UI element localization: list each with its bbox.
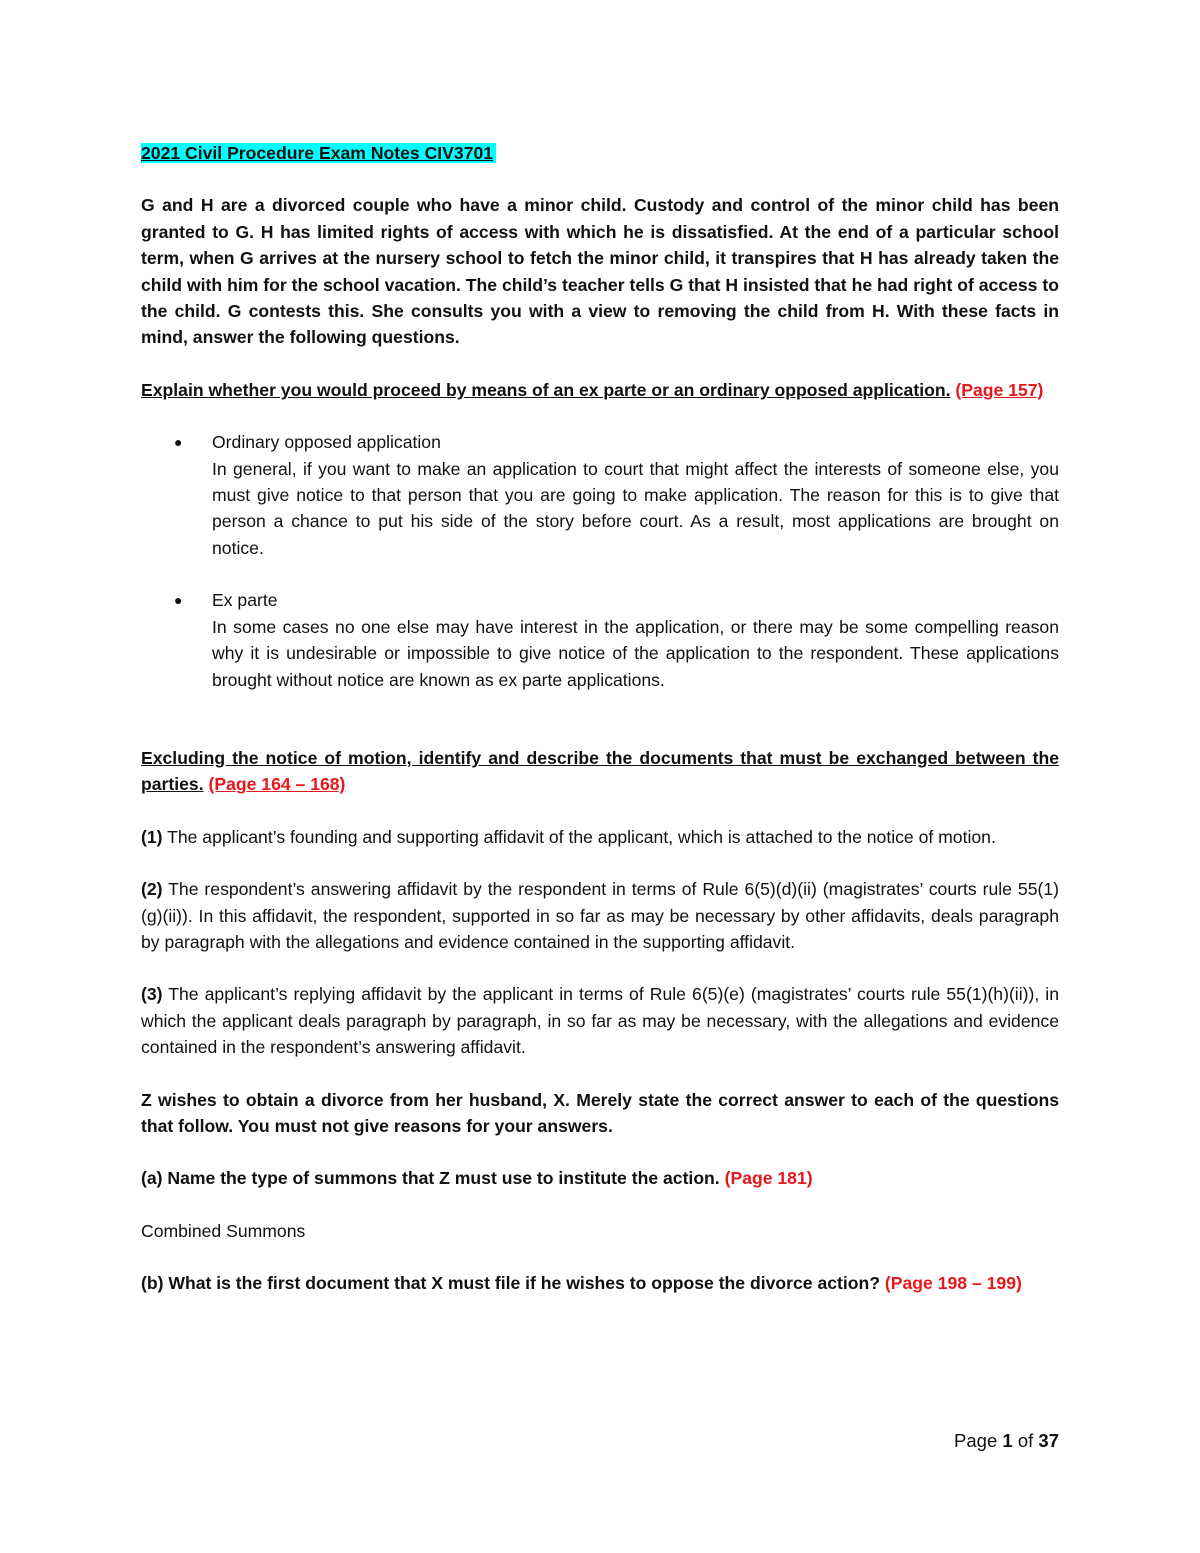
document-item-number: (3) — [141, 984, 163, 1005]
question-3b — [141, 1270, 1059, 1296]
total-pages: 37 — [1038, 1430, 1059, 1451]
bullet-dot-icon: ● — [174, 434, 183, 451]
bullet-ex-parte — [141, 587, 1059, 693]
bullet-body: In general, if you want to make an application to court that might affect the interests of someone else, you must give notice to that person that you are going to make application. The reason for this is to give that person a chance to put his side of the story before court. As a result, most applications are brought on notice. — [212, 458, 1059, 558]
bullet-dot-icon: ● — [174, 592, 183, 609]
page-label: Page — [954, 1430, 998, 1451]
question-3b-page-ref: (Page 198 – 199) — [884, 1273, 1022, 1294]
document-item-text: The respondent’s answering affidavit by the respondent in terms of Rule 6(5)(d)(ii) (magistrates’ courts rule 55(1)(g)(ii)). In this affidavit, the respondent, supported in so far as may be necessary by other affidavits, deals paragraph by paragraph with the allegations and evidence contained in the supporting affidavit. — [141, 879, 1059, 952]
document-item-number: (1) — [141, 826, 163, 847]
document-title: 2021 Civil Procedure Exam Notes CIV3701 — [141, 143, 496, 163]
question-1 — [141, 377, 1059, 403]
document-item-number: (2) — [141, 879, 163, 900]
question-3b-text: (b) What is the first document that X must file if he wishes to oppose the divorce action? — [141, 1273, 881, 1294]
document-item-text: The applicant’s founding and supporting affidavit of the applicant, which is attached to the notice of motion. — [167, 826, 996, 847]
bullet-heading: Ex parte — [212, 590, 278, 611]
question-1-page-ref: (Page 157) — [955, 379, 1044, 400]
current-page: 1 — [1002, 1430, 1013, 1451]
document-item-1 — [141, 824, 1059, 850]
document-item-text: The applicant’s replying affidavit by the applicant in terms of Rule 6(5)(e) (magistrates’ courts rule 55(1)(h)(ii)), in which the applicant deals paragraph by paragraph, in so far as may be necessary, with the allegations and evidence contained in the respondent’s answering affidavit. — [141, 984, 1059, 1058]
answer-3a: Combined Summons — [141, 1220, 306, 1241]
document-item-3 — [141, 981, 1059, 1060]
question-3a — [141, 1165, 1059, 1191]
document-item-2 — [141, 876, 1059, 955]
document-title-line — [141, 140, 1059, 166]
question-2 — [141, 745, 1059, 798]
page-content — [141, 140, 1059, 1297]
question-2-page-ref: (Page 164 – 168) — [208, 774, 346, 795]
question-3a-text: (a) Name the type of summons that Z must use to institute the action. — [141, 1168, 720, 1189]
bullet-heading: Ordinary opposed application — [212, 432, 441, 453]
page-number-footer — [954, 1430, 1059, 1452]
question-2-text: Excluding the notice of motion, identify and describe the documents that must be exchanged between the parties. — [141, 747, 1059, 795]
of-label: of — [1017, 1430, 1034, 1451]
scenario-paragraph: G and H are a divorced couple who have a minor child. Custody and control of the minor child has been granted to G. H has limited rights of access with which he is dissatisfied. At the end of a particular school term, when G arrives at the nursery school to fetch the minor child, it transpires that H has already taken the child with him for the school vacation. The child’s teacher tells G that H insisted that he had right of access to the child. G contests this. She consults you with a view to removing the child from H. With these facts in mind, answer the following questions. — [141, 195, 1059, 348]
question-3-intro: Z wishes to obtain a divorce from her husband, X. Merely state the correct answer to each of the questions that follow. You must not give reasons for your answers. — [141, 1089, 1059, 1136]
question-3a-page-ref: (Page 181) — [724, 1168, 813, 1189]
bullet-ordinary-application — [141, 429, 1059, 561]
question-1-text: Explain whether you would proceed by means of an ex parte or an ordinary opposed application. — [141, 379, 951, 400]
bullet-body: In some cases no one else may have interest in the application, or there may be some compelling reason why it is undesirable or impossible to give notice of the application to the respondent. These applications brought without notice are known as ex parte applications. — [212, 616, 1059, 690]
